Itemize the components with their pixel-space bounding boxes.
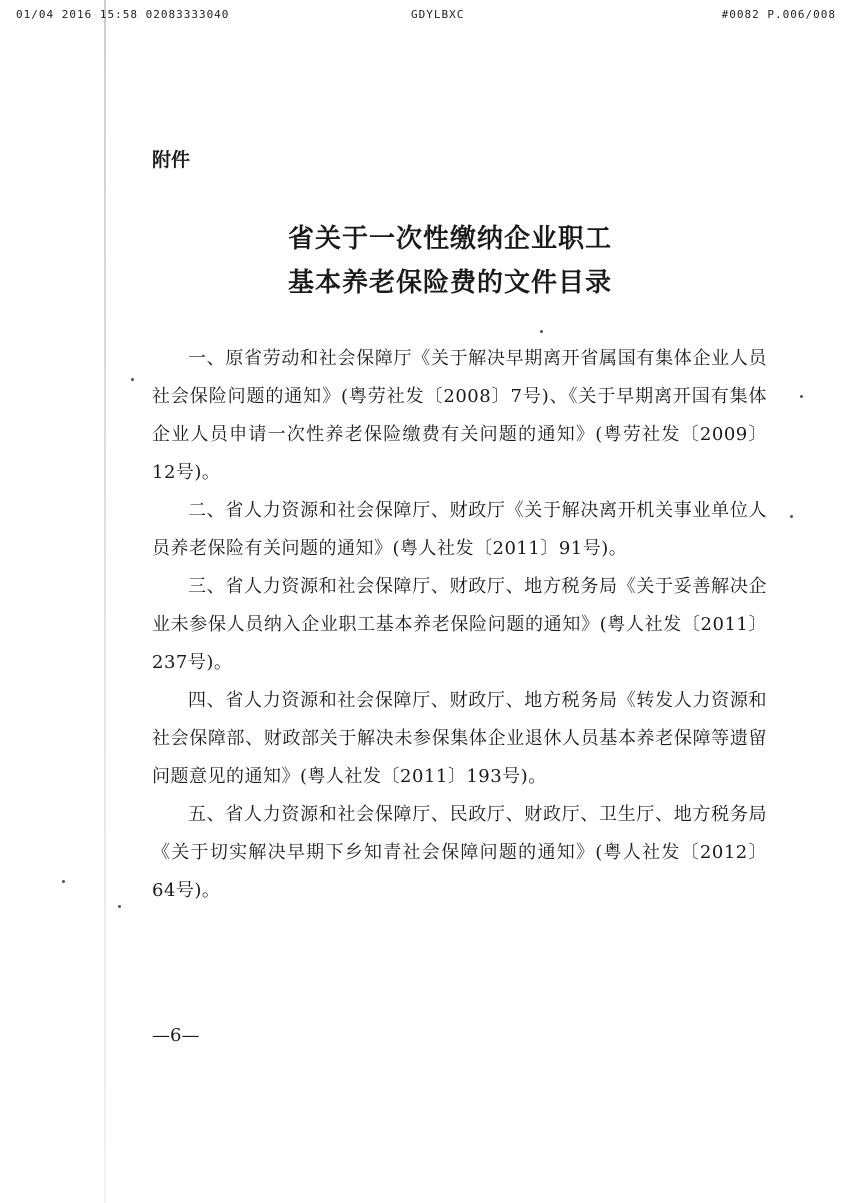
list-item [152,568,767,682]
list-item [152,682,767,796]
fax-sender-id: GDYLBXC [411,8,465,21]
list-item-text: 一、原省劳动和社会保障厅《关于解决早期离开省属国有集体企业人员社会保险问题的通知》(粤劳社发〔2008〕7号)、《关于早期离开国有集体企业人员申请一次性养老保险缴费有关问题的通知》(粤劳社发〔2009〕12号)。 [152,348,767,483]
scan-speck [790,515,793,518]
attachment-label: 附件 [152,149,191,171]
list-item [152,796,767,910]
scan-speck [118,905,121,908]
fax-datetime-phone: 01/04 2016 15:58 02083333040 [16,8,230,21]
scan-speck [800,395,803,398]
fax-page-info: #0082 P.006/008 [721,8,836,21]
scan-fold-line [104,0,106,1203]
scan-speck [540,330,543,333]
list-item [152,340,767,492]
scan-speck [131,378,134,381]
list-item-text: 二、省人力资源和社会保障厅、财政厅《关于解决离开机关事业单位人员养老保险有关问题的通知》(粤人社发〔2011〕91号)。 [152,500,767,559]
list-item [152,492,767,568]
list-item-text: 四、省人力资源和社会保障厅、财政厅、地方税务局《转发人力资源和社会保障部、财政部关于解决未参保集体企业退休人员基本养老保障等遗留问题意见的通知》(粤人社发〔2011〕193号)。 [152,690,767,787]
document-body [152,340,767,910]
list-item-text: 五、省人力资源和社会保障厅、民政厅、财政厅、卫生厅、地方税务局《关于切实解决早期下乡知青社会保障问题的通知》(粤人社发〔2012〕64号)。 [152,804,767,901]
scan-speck [62,880,65,883]
page-number: —6— [152,1025,200,1046]
document-title-line-1: 省关于一次性缴纳企业职工 [287,224,612,254]
fax-header [16,8,836,26]
document-title-line-2: 基本养老保险费的文件目录 [287,268,612,298]
list-item-text: 三、省人力资源和社会保障厅、财政厅、地方税务局《关于妥善解决企业未参保人员纳入企业职工基本养老保险问题的通知》(粤人社发〔2011〕237号)。 [152,576,767,673]
